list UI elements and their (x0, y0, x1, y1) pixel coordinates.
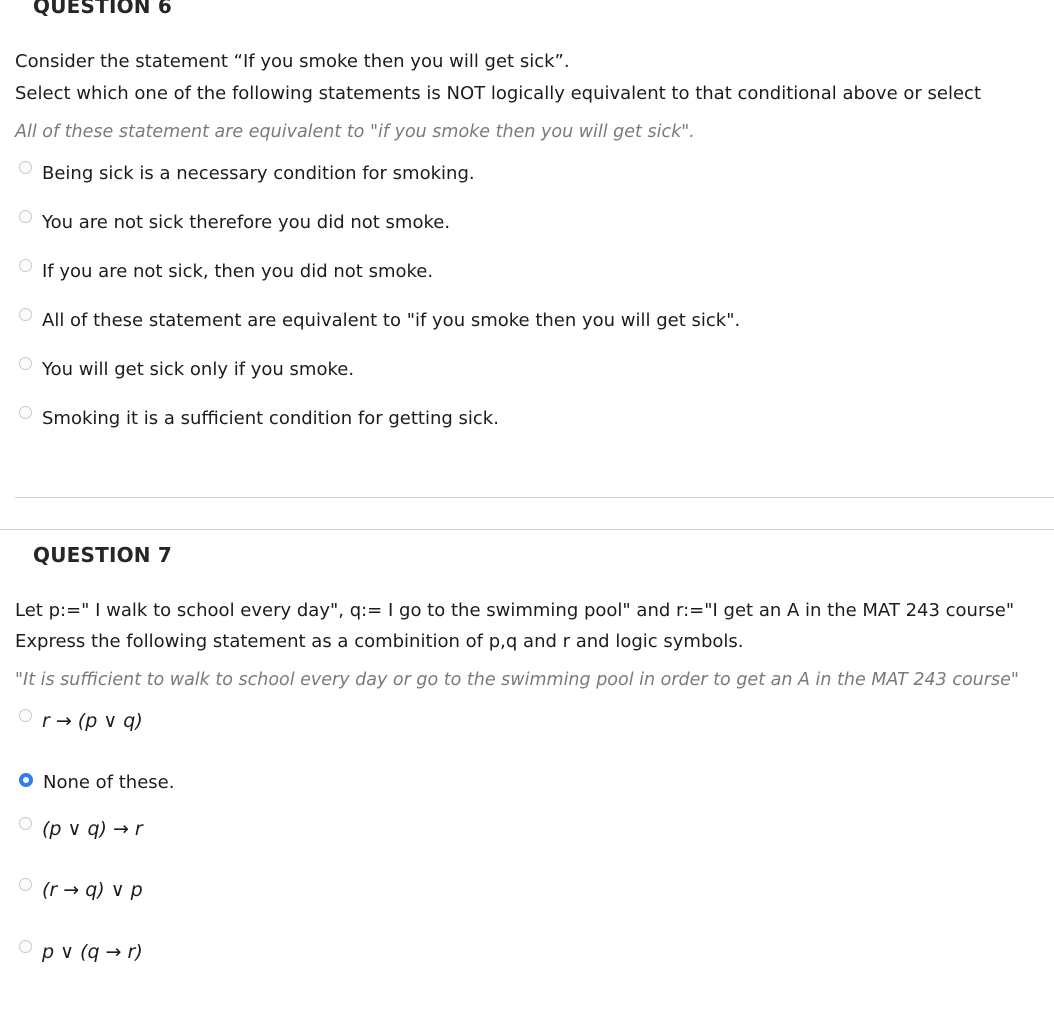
radio-button[interactable] (19, 161, 32, 174)
q6-option-3[interactable] (19, 261, 433, 282)
question-6-stem-line2: Select which one of the following statements is NOT logically equivalent to that conditional above or select (15, 83, 981, 104)
q6-option-2[interactable] (19, 212, 450, 233)
option-label: None of these. (43, 772, 175, 793)
radio-button[interactable] (19, 308, 32, 321)
q6-option-1[interactable] (19, 163, 475, 184)
question-7-stem-line1: Let p:=" I walk to school every day", q:= I go to the swimming pool" and r:="I get an A in the MAT 243 course" (15, 600, 1015, 621)
section-divider (15, 497, 1054, 498)
q7-option-5[interactable] (19, 941, 143, 963)
radio-button[interactable] (19, 406, 32, 419)
option-label: Smoking it is a sufficient condition for getting sick. (42, 408, 499, 429)
option-label: You will get sick only if you smoke. (42, 359, 355, 380)
question-6-stem-line1: Consider the statement “If you smoke then you will get sick”. (15, 51, 570, 72)
q7-option-3[interactable] (19, 818, 143, 840)
radio-button[interactable] (19, 940, 32, 953)
radio-button[interactable] (19, 878, 32, 891)
option-label: (p ∨ q) → r (42, 818, 143, 840)
radio-button-selected[interactable] (19, 773, 33, 787)
option-label: If you are not sick, then you did not smoke. (42, 261, 434, 282)
question-7-hint: "It is sufficient to walk to school every day or go to the swimming pool in order to get an A in the MAT 243 course" (15, 670, 1019, 690)
radio-button[interactable] (19, 817, 32, 830)
option-label: Being sick is a necessary condition for smoking. (42, 163, 475, 184)
q7-option-2[interactable] (19, 772, 174, 793)
radio-button[interactable] (19, 709, 32, 722)
q7-option-1[interactable] (19, 710, 143, 732)
question-7-stem-line2: Express the following statement as a combinition of p,q and r and logic symbols. (15, 631, 744, 652)
q6-option-6[interactable] (19, 408, 499, 429)
question-7-title: QUESTION 7 (33, 543, 173, 567)
section-divider (0, 529, 1054, 530)
radio-button[interactable] (19, 210, 32, 223)
option-label: r → (p ∨ q) (42, 710, 143, 732)
q6-option-5[interactable] (19, 359, 354, 380)
q7-option-4[interactable] (19, 879, 143, 901)
q6-option-4[interactable] (19, 310, 740, 331)
option-label: p ∨ (q → r) (42, 941, 143, 963)
question-6-title: QUESTION 6 (33, 0, 173, 18)
radio-button[interactable] (19, 357, 32, 370)
radio-button[interactable] (19, 259, 32, 272)
option-label: All of these statement are equivalent to "if you smoke then you will get sick". (42, 310, 741, 331)
option-label: (r → q) ∨ p (42, 879, 143, 901)
question-6-hint: All of these statement are equivalent to "if you smoke then you will get sick". (15, 122, 695, 142)
option-label: You are not sick therefore you did not smoke. (42, 212, 451, 233)
